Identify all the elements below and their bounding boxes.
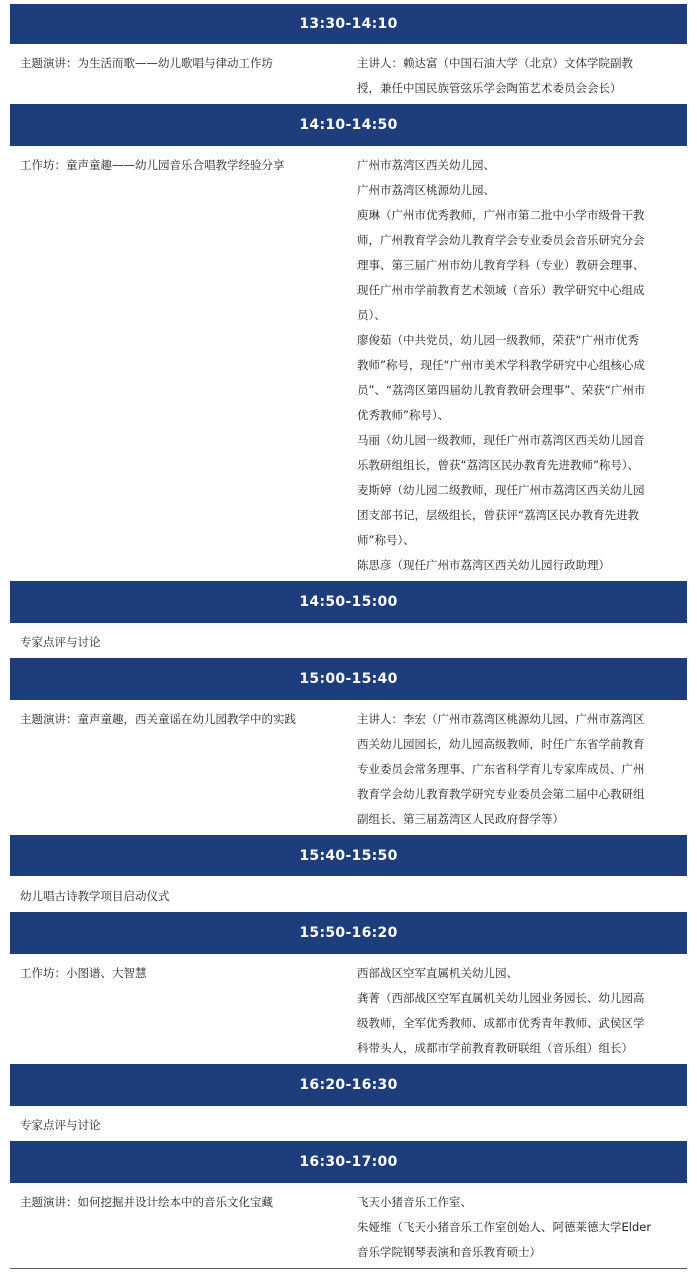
time-slot-header: 14:50-15:00: [10, 581, 687, 623]
speaker-line: 授，兼任中国民族管弦乐学会陶笛艺术委员会会长）: [357, 81, 622, 95]
session-topic: 专家点评与讨论: [20, 635, 101, 649]
speaker-line: 师，广州教育学会幼儿教育学会专业委员会音乐研究分会: [357, 233, 645, 247]
time-slot-header: 15:40-15:50: [10, 835, 687, 876]
time-slot-header: 15:50-16:20: [10, 912, 687, 954]
time-slot-header: 16:20-16:30: [10, 1064, 687, 1106]
speaker-line: 主讲人：赖达富（中国石油大学（北京）文体学院副教: [357, 56, 633, 70]
session-topic: 幼儿唱古诗教学项目启动仪式: [20, 889, 170, 903]
speaker-line: 师”称号）、: [357, 533, 415, 547]
speaker-line: 级教师，全军优秀教师、成都市优秀青年教师、武侯区学: [357, 1016, 645, 1030]
speaker-line: 飞天小猪音乐工作室、: [357, 1195, 472, 1209]
speaker-line: 科带头人，成都市学前教育教研联组（音乐组）组长）: [357, 1041, 633, 1055]
speaker-line: 西关幼儿园园长，幼儿园高级教师，时任广东省学前教育: [357, 737, 645, 751]
speaker-line: 教育学会幼儿教育教学研究专业委员会第二届中心教研组: [357, 787, 645, 801]
speaker-line: 员）、: [357, 308, 386, 322]
speaker-line: 麦斯婷（幼儿园二级教师，现任广州市荔湾区西关幼儿园: [357, 483, 645, 497]
speaker-line: 广州市荔湾区西关幼儿园、: [357, 158, 495, 172]
speaker-line: 龚菁（西部战区空军直属机关幼儿园业务园长、幼儿园高: [357, 991, 645, 1005]
session-topic: 主题演讲：童声童趣，西关童谣在幼儿园教学中的实践: [20, 712, 296, 726]
speaker-line: 团支部书记，层级组长，曾获评“荔湾区民办教育先进教: [357, 508, 639, 522]
session-speakers: [357, 153, 681, 578]
time-slot-header: 13:30-14:10: [10, 4, 687, 44]
speaker-line: 乐教研组组长，曾获“荔湾区民办教育先进教师”称号）、: [357, 458, 640, 472]
speaker-line: 音乐学院钢琴表演和音乐教育硕士）: [357, 1245, 541, 1259]
session-topic: 主题演讲：为生活而歌——幼儿歌唱与律动工作坊: [20, 56, 273, 70]
session-speakers: [357, 707, 681, 832]
speaker-line: 现任广州市学前教育艺术领域（音乐）教学研究中心组成: [357, 283, 645, 297]
speaker-line: 庾琳（广州市优秀教师，广州市第二批中小学市级骨干教: [357, 208, 645, 222]
speaker-line: 教师”称号，现任“广州市美术学科教学研究中心组核心成: [357, 358, 645, 372]
bottom-rule: [10, 1268, 687, 1269]
session-topic: 专家点评与讨论: [20, 1118, 101, 1132]
time-slot-header: 16:30-17:00: [10, 1141, 687, 1183]
session-speakers: [357, 51, 681, 101]
speaker-line: 专业委员会常务理事、广东省科学育儿专家库成员、广州: [357, 762, 645, 776]
speaker-line: 员”、“荔湾区第四届幼儿教育教研会理事”、荣获“广州市: [357, 383, 646, 397]
time-slot-header: 15:00-15:40: [10, 658, 687, 700]
speaker-line: 朱娅维（飞天小猪音乐工作室创始人、阿德莱德大学Elder: [357, 1220, 652, 1234]
time-slot-header: 14:10-14:50: [10, 104, 687, 146]
session-topic: 工作坊：小图谱、大智慧: [20, 966, 147, 980]
speaker-line: 马丽（幼儿园一级教师，现任广州市荔湾区西关幼儿园音: [357, 433, 645, 447]
speaker-line: 优秀教师”称号）、: [357, 408, 450, 422]
speaker-line: 副组长、第三届荔湾区人民政府督学等）: [357, 812, 564, 826]
speaker-line: 西部战区空军直属机关幼儿园、: [357, 966, 518, 980]
session-speakers: [357, 1190, 681, 1265]
session-topic: 工作坊：童声童趣——幼儿园音乐合唱教学经验分享: [20, 158, 285, 172]
speaker-line: 陈思彦（现任广州市荔湾区西关幼儿园行政助理）: [357, 558, 610, 572]
speaker-line: 广州市荔湾区桃源幼儿园、: [357, 183, 495, 197]
speaker-line: 主讲人：李宏（广州市荔湾区桃源幼儿园、广州市荔湾区: [357, 712, 645, 726]
speaker-line: 廖俊茹（中共党员，幼儿园一级教师，荣获“广州市优秀: [357, 333, 639, 347]
session-topic: 主题演讲：如何挖掘并设计绘本中的音乐文化宝藏: [20, 1195, 273, 1209]
session-speakers: [357, 961, 681, 1061]
speaker-line: 理事、第三届广州市幼儿教育学科（专业）教研会理事、: [357, 258, 645, 272]
